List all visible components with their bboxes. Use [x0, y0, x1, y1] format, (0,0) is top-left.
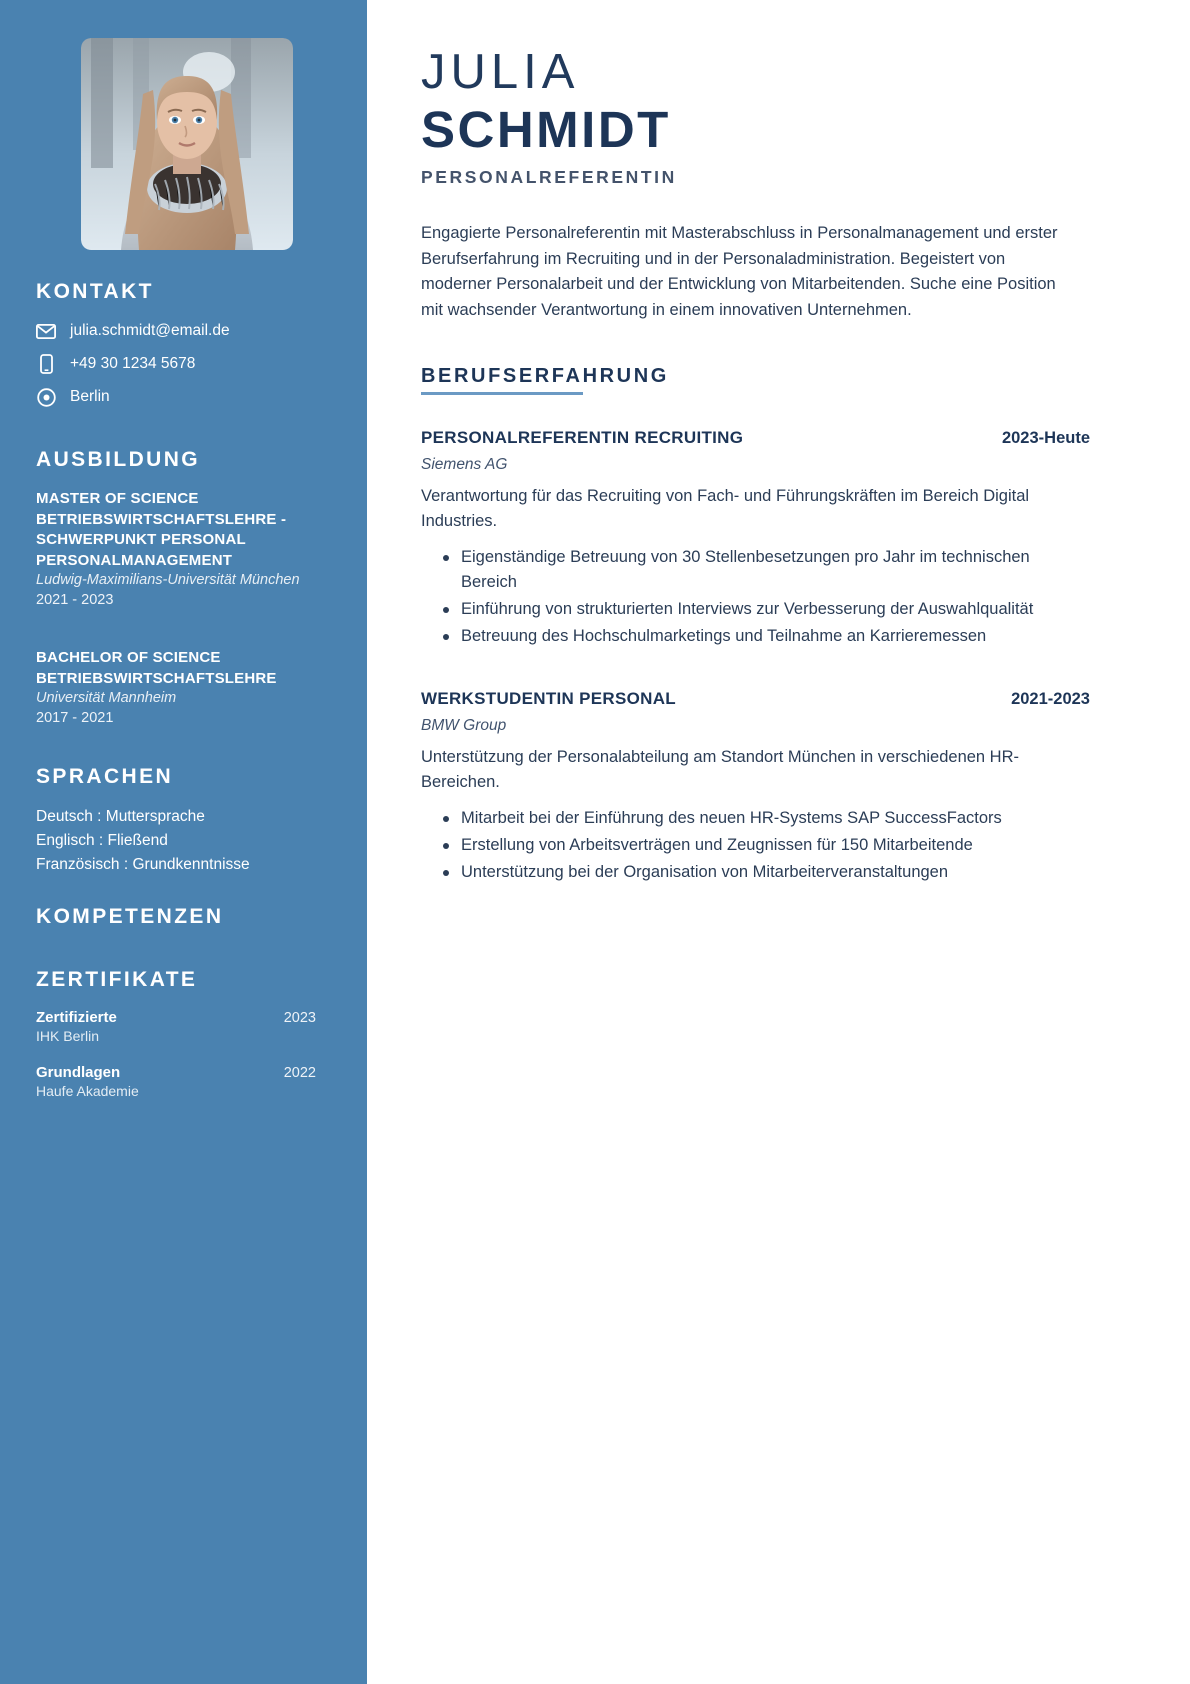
education-item [36, 648, 336, 728]
portrait-photo-icon [81, 38, 293, 250]
experience-bullet: Unterstützung bei der Organisation von Mitarbeiterveranstaltungen [443, 860, 1090, 885]
certificate-year: 2022 [283, 1065, 316, 1081]
experience-company: Siemens AG [421, 456, 508, 473]
education-years: 2017 - 2021 [36, 710, 114, 726]
certificate-name: Zertifizierte [36, 1009, 117, 1026]
certificates-list [36, 1009, 316, 1119]
languages-list [36, 805, 336, 877]
experience-bullet: Betreuung des Hochschulmarketings und Teilnahme an Karrieremessen [443, 624, 1090, 649]
certificate-item [36, 1009, 316, 1047]
language-item: Englisch : Fließend [36, 832, 168, 849]
experience-role: PERSONALREFERENTIN RECRUITING [421, 428, 744, 447]
experience-period: 2021-2023 [1011, 690, 1090, 708]
sidebar-heading-ausbildung: AUSBILDUNG [36, 448, 200, 471]
sidebar-heading-kontakt: KONTAKT [36, 280, 154, 303]
experience-bullet: Eigenständige Betreuung von 30 Stellenbesetzungen pro Jahr im technischen Bereich [443, 545, 1090, 595]
certificate-issuer: IHK Berlin [36, 1028, 100, 1044]
education-degree: MASTER OF SCIENCE BETRIEBSWIRTSCHAFTSLEHRE - SCHWERPUNKT PERSONAL PERSONALMANAGEMENT [36, 490, 287, 569]
contact-item-phone[interactable] [36, 353, 336, 375]
language-item: Deutsch : Muttersprache [36, 808, 205, 825]
contact-location-text: Berlin [70, 388, 110, 405]
sidebar [0, 0, 367, 1684]
education-school: Universität Mannheim [36, 690, 177, 706]
job-title: PERSONALREFERENTIN [421, 167, 677, 187]
experience-period: 2023-Heute [1001, 429, 1090, 447]
contact-list [36, 320, 336, 419]
first-name: JULIA [421, 45, 580, 99]
certificate-name: Grundlagen [36, 1064, 121, 1081]
experience-bullet: Mitarbeit bei der Einführung des neuen HR-Systems SAP SuccessFactors [443, 806, 1090, 831]
experience-role: WERKSTUDENTIN PERSONAL [421, 689, 676, 708]
experience-bullet: Einführung von strukturierten Interviews zur Verbesserung der Auswahlqualität [443, 597, 1090, 622]
sidebar-heading-sprachen: SPRACHEN [36, 765, 174, 788]
envelope-icon [36, 321, 56, 341]
contact-phone-text: +49 30 1234 5678 [70, 355, 196, 372]
education-degree: BACHELOR OF SCIENCE BETRIEBSWIRTSCHAFTSLEHRE [36, 649, 277, 687]
certificate-issuer: Haufe Akademie [36, 1083, 139, 1099]
experience-description: Unterstützung der Personalabteilung am Standort München in verschiedenen HR-Bereichen. [421, 748, 1020, 791]
certificate-item [36, 1064, 316, 1102]
contact-item-email[interactable] [36, 320, 336, 342]
avatar [81, 38, 293, 250]
education-item [36, 489, 336, 610]
experience-item [421, 428, 1090, 649]
experience-bullets [421, 545, 1090, 649]
contact-item-location[interactable] [36, 386, 336, 408]
education-school: Ludwig-Maximilians-Universität München [36, 572, 300, 588]
profile-summary: Engagierte Personalreferentin mit Masterabschluss in Personalmanagement und erster Berufserfahrung im Recruiting und in der Personaladministration. Begeistert von moderner Personalarbeit und der Entwicklung von Mitarbeitenden. Suche eine Position mit wachsender Verantwortung in einem innovativen Unternehmen. [421, 224, 1058, 319]
education-years: 2021 - 2023 [36, 592, 114, 608]
sidebar-heading-zertifikate: ZERTIFIKATE [36, 968, 198, 991]
sidebar-heading-kompetenzen: KOMPETENZEN [36, 905, 224, 928]
main-content [367, 0, 1190, 1684]
phone-icon [36, 354, 56, 374]
experience-bullet: Erstellung von Arbeitsverträgen und Zeugnissen für 150 Mitarbeitende [443, 833, 1090, 858]
last-name: SCHMIDT [421, 101, 671, 158]
experience-company: BMW Group [421, 717, 507, 734]
language-item: Französisch : Grundkenntnisse [36, 856, 250, 873]
location-pin-icon [36, 387, 56, 407]
experience-description: Verantwortung für das Recruiting von Fach- und Führungskräften im Bereich Digital Industries. [421, 487, 1030, 530]
section-title-experience: BERUFSERFAHRUNG [421, 365, 669, 387]
experience-bullets [421, 806, 1090, 885]
experience-item [421, 689, 1090, 885]
certificate-year: 2023 [283, 1010, 316, 1026]
contact-email-text: julia.schmidt@email.de [70, 322, 230, 339]
